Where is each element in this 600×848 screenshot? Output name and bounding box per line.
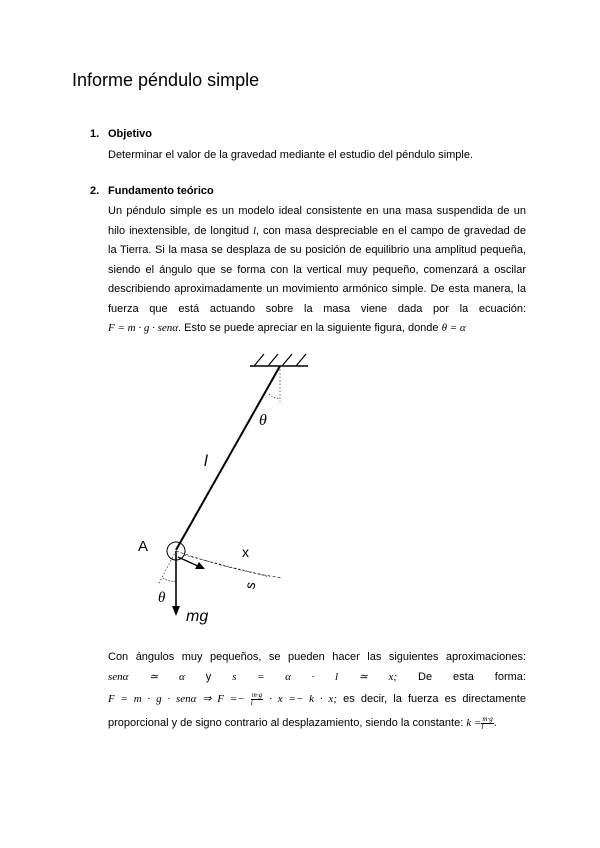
text-line: Con ángulos muy pequeños, se pueden hacer las siguientes aproximaciones: <box>108 651 526 663</box>
section-title: Objetivo <box>108 128 153 140</box>
aproximaciones-paragraph <box>108 648 526 735</box>
text-line: fuerza que está actuando sobre la masa viene dada por la ecuación: <box>108 302 526 315</box>
label-theta-bottom: θ <box>158 590 166 606</box>
text-line: proporcional y de signo contrario al desplazamiento, siendo la constante: k = $\frac{m\cdot g}{l}$ . <box>108 714 497 731</box>
fraction: $\frac{m\cdot g}{l}$ <box>481 714 493 731</box>
section-title: Fundamento teórico <box>108 185 214 197</box>
text-line: la Tierra. Si la masa se desplaza de su posición de equilibrio una amplitud pequeña, <box>108 244 526 256</box>
text-line: F = m · g · senα ⇒ F =− $\frac{m\cdot g}{l}$ · x =− k · x; es decir, la fuerza es directamente <box>108 690 526 707</box>
arc-path <box>176 551 282 578</box>
text-line: F = m · g · senα. Esto se puede apreciar en la siguiente figura, donde θ = α <box>108 322 466 334</box>
label-theta-top: θ <box>259 412 267 429</box>
label-l: l <box>204 453 208 470</box>
text-line: senα ≃ α y s = α · l ≃ x; De esta forma: <box>108 670 526 683</box>
label-A: A <box>138 538 149 555</box>
ceiling-hatch <box>254 354 306 366</box>
angle-arc-top <box>269 394 280 398</box>
fraction: $\frac{m\cdot g}{l}$ <box>250 690 263 707</box>
text-line: siendo el ángulo que se forma con la vertical muy pequeño, comenzará a oscilar <box>108 263 526 276</box>
label-s: s <box>241 580 259 591</box>
section-number: 2. <box>90 185 100 197</box>
label-mg: mg <box>186 608 209 625</box>
page-title: Informe péndulo simple <box>72 70 260 90</box>
text-line: hilo inextensible, de longitud l, con masa despreciable en el campo de gravedad de <box>108 224 526 237</box>
pendulum-string <box>176 366 280 550</box>
weight-arrowhead <box>172 606 180 616</box>
text-line: describiendo aproximadamente un movimiento armónico simple. De esta manera, la <box>108 283 526 295</box>
angle-arc-bottom <box>163 578 176 581</box>
text-line: Un péndulo simple es un modelo ideal consistente en una masa suspendida de un <box>108 205 526 217</box>
section-number: 1. <box>90 128 100 140</box>
objetivo-text: Determinar el valor de la gravedad mediante el estudio del péndulo simple. <box>108 149 474 161</box>
label-x: x <box>242 544 249 560</box>
